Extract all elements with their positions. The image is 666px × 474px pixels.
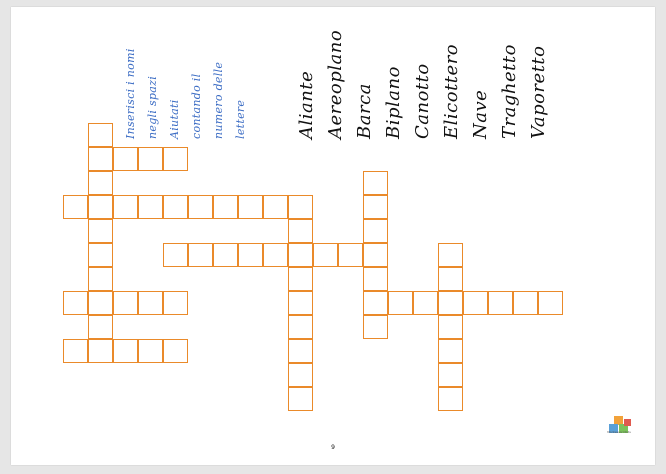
crossword-cell[interactable]	[88, 171, 113, 195]
crossword-cell[interactable]	[213, 243, 238, 267]
crossword-cell[interactable]	[413, 291, 438, 315]
crossword-cell[interactable]	[88, 291, 113, 315]
crossword-cell[interactable]	[288, 339, 313, 363]
word-bank-item: Traghetto	[499, 44, 520, 139]
crossword-cell[interactable]	[238, 195, 263, 219]
crossword-cell[interactable]	[363, 195, 388, 219]
crossword-cell[interactable]	[288, 363, 313, 387]
crossword-cell[interactable]	[388, 291, 413, 315]
crossword-cell[interactable]	[188, 195, 213, 219]
crossword-cell[interactable]	[88, 267, 113, 291]
crossword-cell[interactable]	[538, 291, 563, 315]
crossword-cell[interactable]	[438, 363, 463, 387]
crossword-cell[interactable]	[163, 147, 188, 171]
crossword-cell[interactable]	[88, 243, 113, 267]
crossword-cell[interactable]	[113, 291, 138, 315]
word-bank-item: Nave	[470, 89, 491, 139]
word-bank-item: Aliante	[296, 70, 317, 139]
crossword-cell[interactable]	[363, 267, 388, 291]
crossword-cell[interactable]	[288, 315, 313, 339]
crossword-cell[interactable]	[138, 339, 163, 363]
crossword-cell[interactable]	[488, 291, 513, 315]
crossword-cell[interactable]	[363, 315, 388, 339]
crossword-cell[interactable]	[113, 339, 138, 363]
crossword-cell[interactable]	[113, 195, 138, 219]
crossword-cell[interactable]	[363, 243, 388, 267]
instruction-line-2: negli spazi	[146, 75, 159, 139]
word-bank-item: Barca	[354, 83, 375, 139]
crossword-cell[interactable]	[163, 339, 188, 363]
crossword-cell[interactable]	[138, 195, 163, 219]
crossword-cell[interactable]	[113, 147, 138, 171]
crossword-cell[interactable]	[288, 195, 313, 219]
crossword-cell[interactable]	[163, 195, 188, 219]
crossword-cell[interactable]	[63, 195, 88, 219]
crossword-cell[interactable]	[288, 243, 313, 267]
page-number: 9	[331, 444, 335, 451]
crossword-cell[interactable]	[288, 267, 313, 291]
crossword-cell[interactable]	[88, 339, 113, 363]
word-bank-item: Vaporetto	[528, 45, 549, 139]
crossword-cell[interactable]	[363, 219, 388, 243]
logo-caption: Montessori Kids	[607, 430, 631, 434]
crossword-cell[interactable]	[438, 291, 463, 315]
crossword-cell[interactable]	[263, 195, 288, 219]
crossword-cell[interactable]	[88, 147, 113, 171]
word-bank-item: Elicottero	[441, 43, 462, 139]
word-bank-item: Aereoplano	[325, 29, 346, 139]
crossword-cell[interactable]	[438, 315, 463, 339]
crossword-cell[interactable]	[288, 387, 313, 411]
crossword-cell[interactable]	[263, 243, 288, 267]
worksheet-page	[11, 7, 655, 465]
crossword-cell[interactable]	[213, 195, 238, 219]
crossword-cell[interactable]	[438, 267, 463, 291]
crossword-cell[interactable]	[88, 195, 113, 219]
crossword-cell[interactable]	[363, 291, 388, 315]
instruction-line-3: Aiutati	[168, 99, 181, 139]
crossword-cell[interactable]	[438, 243, 463, 267]
crossword-cell[interactable]	[313, 243, 338, 267]
crossword-cell[interactable]	[513, 291, 538, 315]
crossword-cell[interactable]	[163, 291, 188, 315]
crossword-cell[interactable]	[238, 243, 263, 267]
crossword-cell[interactable]	[63, 339, 88, 363]
crossword-cell[interactable]	[88, 219, 113, 243]
crossword-cell[interactable]	[88, 315, 113, 339]
instruction-line-1: Inserisci i nomi	[124, 48, 137, 139]
crossword-cell[interactable]	[138, 147, 163, 171]
crossword-cell[interactable]	[138, 291, 163, 315]
word-bank-item: Canotto	[412, 63, 433, 139]
crossword-cell[interactable]	[338, 243, 363, 267]
instruction-line-5: numero delle	[212, 61, 225, 139]
instruction-line-6: lettere	[234, 99, 247, 139]
crossword-cell[interactable]	[438, 387, 463, 411]
blocks-logo-icon	[605, 415, 635, 439]
word-bank-item: Biplano	[383, 66, 404, 139]
crossword-cell[interactable]	[188, 243, 213, 267]
instruction-line-4: contando il	[190, 73, 203, 139]
crossword-cell[interactable]	[288, 291, 313, 315]
crossword-cell[interactable]	[463, 291, 488, 315]
crossword-cell[interactable]	[88, 123, 113, 147]
crossword-cell[interactable]	[63, 291, 88, 315]
crossword-cell[interactable]	[163, 243, 188, 267]
crossword-cell[interactable]	[288, 219, 313, 243]
crossword-cell[interactable]	[363, 171, 388, 195]
crossword-cell[interactable]	[438, 339, 463, 363]
